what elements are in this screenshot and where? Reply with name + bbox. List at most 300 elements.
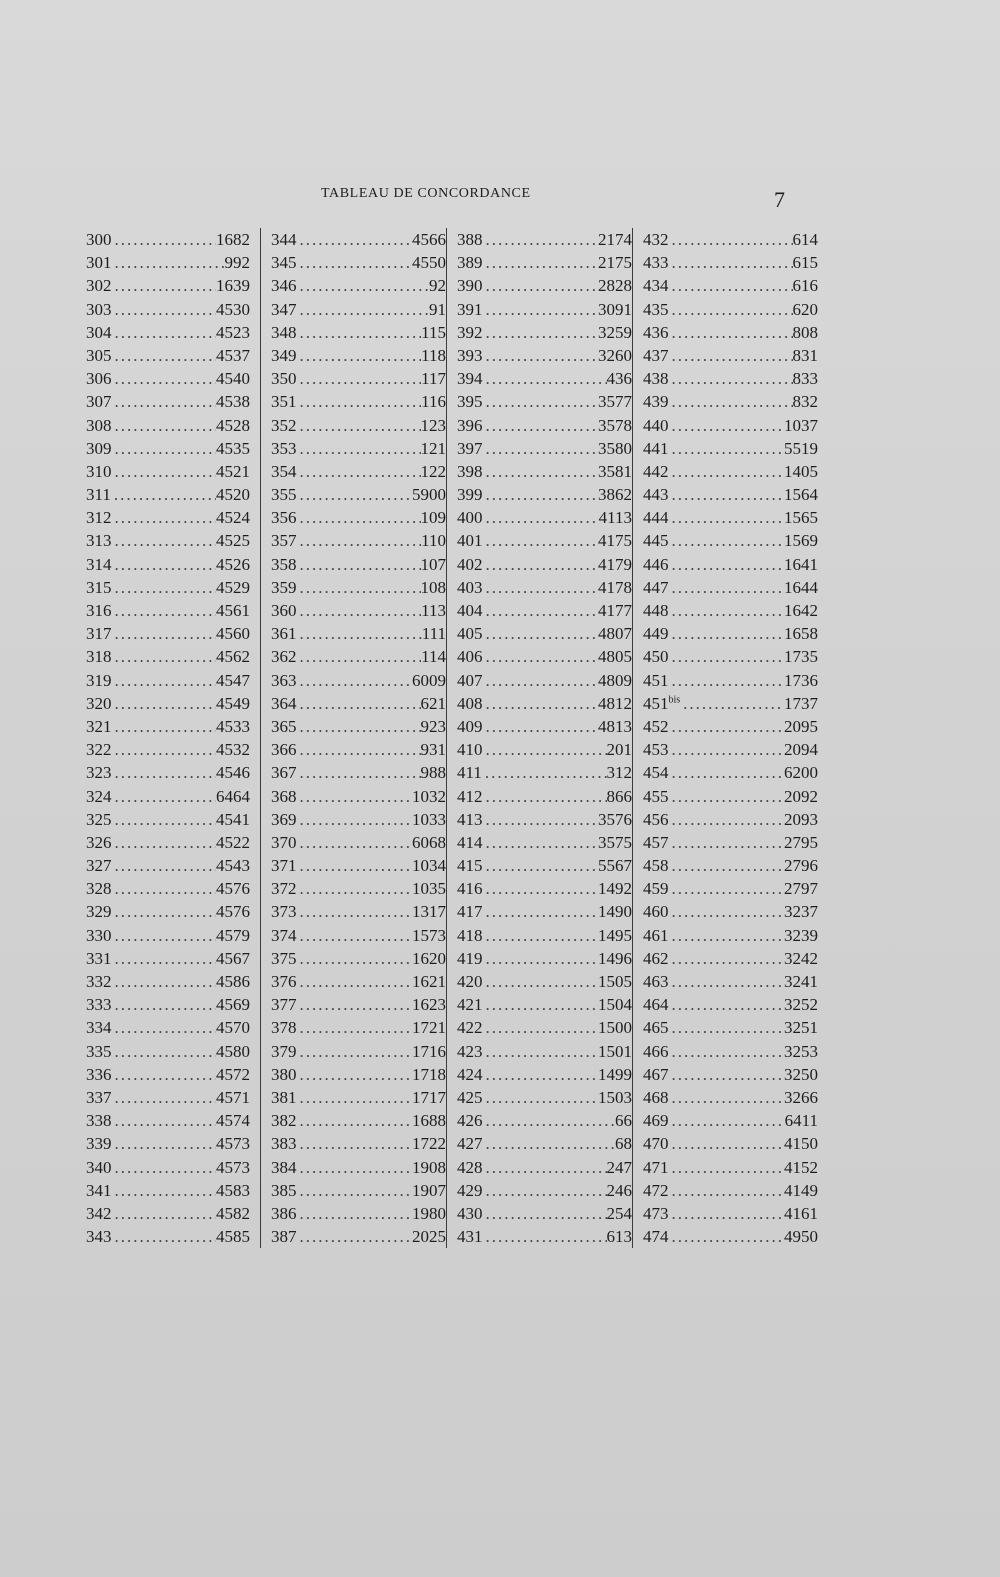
entry-number: 415 [457, 856, 483, 876]
entry-value: 1033 [412, 809, 446, 829]
table-row [643, 553, 818, 576]
dot-leader [112, 1040, 217, 1063]
entry-number: 426 [457, 1111, 483, 1131]
table-row [271, 460, 446, 483]
entry-number: 324 [86, 786, 112, 806]
entry-number: 447 [643, 577, 669, 597]
entry-number: 397 [457, 438, 483, 458]
dot-leader [112, 460, 217, 483]
entry-number: 406 [457, 647, 483, 667]
entry-value: 4178 [598, 577, 632, 597]
entry-number: 437 [643, 345, 669, 365]
dot-leader [483, 808, 599, 831]
table-row [457, 993, 632, 1016]
table-row [643, 251, 818, 274]
entry-number: 407 [457, 670, 483, 690]
entry-value: 4537 [216, 345, 250, 365]
entry-value: 1565 [784, 508, 818, 528]
entry-number: 372 [271, 879, 297, 899]
entry-value: 4567 [216, 948, 250, 968]
entry-number: 464 [643, 995, 669, 1015]
entry-number: 327 [86, 856, 112, 876]
dot-leader [112, 924, 217, 947]
table-row [86, 785, 250, 808]
entry-value: 1490 [598, 902, 632, 922]
dot-leader [483, 506, 599, 529]
entry-number: 438 [643, 369, 669, 389]
dot-leader [483, 970, 599, 993]
dot-leader [297, 924, 413, 947]
dot-leader [483, 298, 599, 321]
entry-number: 379 [271, 1041, 297, 1061]
dot-leader [297, 785, 413, 808]
table-row [86, 1225, 250, 1248]
entry-value: 2828 [598, 276, 632, 296]
table-row [457, 924, 632, 947]
entry-value: 4547 [216, 670, 250, 690]
entry-value: 2175 [598, 253, 632, 273]
table-row [457, 367, 632, 390]
dot-leader [112, 298, 217, 321]
entry-number: 405 [457, 624, 483, 644]
dot-leader [112, 1179, 217, 1202]
entry-value: 6009 [412, 670, 446, 690]
entry-value: 613 [606, 1227, 632, 1247]
dot-leader [483, 877, 599, 900]
entry-value: 3253 [784, 1041, 818, 1061]
dot-leader [669, 1109, 785, 1132]
entry-number: 468 [643, 1087, 669, 1107]
dot-leader [669, 1225, 785, 1248]
entry-value: 1621 [412, 972, 446, 991]
entry-value: 1569 [784, 531, 818, 551]
entry-value: 4585 [216, 1227, 250, 1247]
table-row [271, 947, 446, 970]
table-row [643, 483, 818, 506]
table-row [86, 1040, 250, 1063]
entry-number: 300 [86, 230, 112, 249]
table-row [86, 622, 250, 645]
entry-number: 448 [643, 601, 669, 620]
table-row [643, 367, 818, 390]
entry-number: 459 [643, 879, 669, 899]
dot-leader [297, 274, 430, 297]
entry-value: 4525 [216, 531, 250, 551]
entry-value: 6464 [216, 786, 250, 806]
dot-leader [669, 622, 785, 645]
table-row [457, 298, 632, 321]
entry-number: 383 [271, 1134, 297, 1154]
dot-leader [112, 414, 217, 437]
entry-value: 621 [420, 693, 446, 713]
entry-number: 317 [86, 624, 112, 644]
entry-number: 362 [271, 647, 297, 667]
table-row [457, 738, 632, 761]
entry-number: 399 [457, 485, 483, 505]
dot-leader [297, 251, 413, 274]
dot-leader [669, 761, 785, 784]
table-row [86, 877, 250, 900]
entry-number: 384 [271, 1157, 297, 1177]
entry-number: 368 [271, 786, 297, 806]
table-row [86, 669, 250, 692]
entry-value: 4583 [216, 1180, 250, 1200]
entry-number: 309 [86, 438, 112, 458]
entry-value: 3575 [598, 832, 632, 852]
dot-leader [112, 1202, 217, 1225]
entry-value: 3241 [784, 972, 818, 991]
entry-number: 303 [86, 299, 112, 319]
entry-number: 394 [457, 369, 483, 389]
table-row [457, 1040, 632, 1063]
entry-number: 369 [271, 809, 297, 829]
table-row [643, 854, 818, 877]
entry-value: 111 [421, 624, 446, 644]
dot-leader [112, 506, 217, 529]
entry-number: 319 [86, 670, 112, 690]
entry-value: 4540 [216, 369, 250, 389]
table-row [86, 970, 250, 993]
entry-value: 931 [420, 740, 446, 760]
table-row [271, 483, 446, 506]
entry-number: 337 [86, 1087, 112, 1107]
entry-value: 110 [421, 531, 446, 551]
entry-number: 351 [271, 392, 297, 412]
entry-number: 331 [86, 948, 112, 968]
dot-leader [112, 1086, 217, 1109]
entry-value: 1623 [412, 995, 446, 1015]
dot-leader [297, 715, 421, 738]
table-row [457, 1225, 632, 1248]
entry-value: 615 [792, 253, 818, 273]
dot-leader [112, 599, 217, 622]
entry-number: 361 [271, 624, 297, 644]
dot-leader [297, 529, 422, 552]
entry-number: 404 [457, 601, 483, 620]
entry-number: 329 [86, 902, 112, 922]
entry-value: 4150 [784, 1134, 818, 1154]
table-row [271, 761, 446, 784]
table-row [86, 1202, 250, 1225]
table-row [271, 692, 446, 715]
dot-leader [669, 576, 785, 599]
table-row [271, 645, 446, 668]
dot-leader [112, 529, 217, 552]
dot-leader [112, 1109, 217, 1132]
entry-value: 121 [420, 438, 446, 458]
table-row [271, 808, 446, 831]
table-row [643, 900, 818, 923]
table-row [643, 390, 818, 413]
table-row [643, 761, 818, 784]
entry-value: 1737 [784, 693, 818, 713]
table-row [643, 1202, 818, 1225]
table-row [643, 715, 818, 738]
dot-leader [112, 715, 217, 738]
entry-value: 866 [606, 786, 632, 806]
entry-number: 463 [643, 972, 669, 991]
entry-number: 469 [643, 1111, 669, 1131]
entry-value: 3237 [784, 902, 818, 922]
dot-leader [669, 1063, 785, 1086]
entry-number: 387 [271, 1227, 297, 1247]
table-row [457, 970, 632, 993]
entry-number: 333 [86, 995, 112, 1015]
table-row [86, 1086, 250, 1109]
table-row [457, 599, 632, 622]
dot-leader [483, 947, 599, 970]
table-row [271, 1202, 446, 1225]
table-row [271, 1016, 446, 1039]
dot-leader [297, 553, 421, 576]
table-row [457, 622, 632, 645]
entry-value: 107 [420, 554, 446, 574]
table-row [271, 506, 446, 529]
dot-leader [669, 993, 785, 1016]
dot-leader [112, 785, 217, 808]
entry-number: 365 [271, 716, 297, 736]
entry-number: 450 [643, 647, 669, 667]
dot-leader [669, 831, 785, 854]
entry-number: 396 [457, 415, 483, 435]
entry-value: 3581 [598, 461, 632, 481]
entry-number: 412 [457, 786, 483, 806]
entry-number: 342 [86, 1203, 112, 1223]
entry-number: 318 [86, 647, 112, 667]
entry-value: 923 [420, 716, 446, 736]
entry-number: 349 [271, 345, 297, 365]
table-row [271, 1156, 446, 1179]
entry-value: 4566 [412, 230, 446, 249]
dot-leader [483, 831, 599, 854]
entry-number: 301 [86, 253, 112, 273]
table-row [457, 460, 632, 483]
entry-value: 1642 [784, 601, 818, 620]
table-row [643, 344, 818, 367]
dot-leader [669, 1086, 785, 1109]
dot-leader [112, 1156, 217, 1179]
entry-value: 118 [421, 345, 446, 365]
dot-leader [669, 1132, 785, 1155]
entry-number: 371 [271, 856, 297, 876]
table-row [457, 506, 632, 529]
table-row [457, 761, 632, 784]
entry-number: 460 [643, 902, 669, 922]
dot-leader [112, 321, 217, 344]
entry-value: 4543 [216, 856, 250, 876]
entry-value: 4535 [216, 438, 250, 458]
dot-leader [483, 576, 599, 599]
table-row [86, 576, 250, 599]
entry-number: 311 [86, 485, 111, 505]
table-row [643, 1109, 818, 1132]
entry-number: 441 [643, 438, 669, 458]
entry-value: 4533 [216, 716, 250, 736]
dot-leader [297, 622, 422, 645]
table-row [271, 321, 446, 344]
dot-leader [483, 553, 599, 576]
entry-number: 455 [643, 786, 669, 806]
dot-leader [669, 414, 785, 437]
entry-number: 420 [457, 972, 483, 991]
dot-leader [483, 692, 599, 715]
entry-number: 403 [457, 577, 483, 597]
entry-number: 424 [457, 1064, 483, 1084]
entry-number: 470 [643, 1134, 669, 1154]
entry-number: 434 [643, 276, 669, 296]
entry-value: 122 [420, 461, 446, 481]
entry-value: 4152 [784, 1157, 818, 1177]
table-row [86, 645, 250, 668]
entry-value: 4561 [216, 601, 250, 620]
entry-number: 364 [271, 693, 297, 713]
dot-leader [112, 947, 217, 970]
entry-value: 1980 [412, 1203, 446, 1223]
table-column [446, 228, 632, 1248]
dot-leader [297, 831, 413, 854]
dot-leader [483, 622, 599, 645]
concordance-table [86, 228, 818, 1248]
table-row [643, 414, 818, 437]
dot-leader [297, 947, 413, 970]
table-row [457, 390, 632, 413]
entry-number: 350 [271, 369, 297, 389]
entry-value: 1718 [412, 1064, 446, 1084]
table-row [643, 1156, 818, 1179]
entry-value: 201 [606, 740, 632, 760]
dot-leader [297, 1109, 413, 1132]
entry-number: 430 [457, 1203, 483, 1223]
table-row [86, 437, 250, 460]
dot-leader [669, 738, 785, 761]
table-row [271, 414, 446, 437]
entry-value: 4530 [216, 299, 250, 319]
entry-value: 4549 [216, 693, 250, 713]
entry-number: 306 [86, 369, 112, 389]
table-row [457, 1179, 632, 1202]
entry-value: 246 [606, 1180, 632, 1200]
entry-number: 355 [271, 485, 297, 505]
entry-value: 4573 [216, 1134, 250, 1154]
entry-value: 4541 [216, 809, 250, 829]
table-row [271, 993, 446, 1016]
dot-leader [112, 993, 217, 1016]
dot-leader [669, 529, 785, 552]
entry-value: 4177 [598, 601, 632, 620]
dot-leader [669, 970, 785, 993]
dot-leader [669, 715, 785, 738]
entry-value: 2093 [784, 809, 818, 829]
entry-value: 4570 [216, 1018, 250, 1038]
entry-number: 336 [86, 1064, 112, 1084]
entry-number: 367 [271, 763, 297, 783]
entry-value: 616 [792, 276, 818, 296]
entry-value: 1496 [598, 948, 632, 968]
dot-leader [297, 344, 422, 367]
table-row [271, 738, 446, 761]
entry-value: 614 [792, 230, 818, 249]
entry-number: 340 [86, 1157, 112, 1177]
entry-value: 4528 [216, 415, 250, 435]
dot-leader [669, 900, 785, 923]
entry-value: 1639 [216, 276, 250, 296]
entry-number: 449 [643, 624, 669, 644]
entry-number: 386 [271, 1203, 297, 1223]
entry-number: 353 [271, 438, 297, 458]
entry-value: 4562 [216, 647, 250, 667]
table-row [643, 1040, 818, 1063]
entry-value: 992 [224, 253, 250, 273]
entry-value: 91 [429, 299, 446, 319]
table-row [643, 1225, 818, 1248]
entry-number: 389 [457, 253, 483, 273]
dot-leader [112, 1016, 217, 1039]
entry-number: 375 [271, 948, 297, 968]
entry-number: 376 [271, 972, 297, 991]
entry-value: 4950 [784, 1227, 818, 1247]
table-row [457, 785, 632, 808]
table-row [86, 1179, 250, 1202]
entry-value: 5519 [784, 438, 818, 458]
dot-leader [483, 1132, 616, 1155]
dot-leader [483, 1225, 607, 1248]
entry-value: 92 [429, 276, 446, 296]
table-row [643, 947, 818, 970]
page-number: 7 [774, 187, 785, 212]
dot-leader [483, 1179, 607, 1202]
dot-leader [483, 738, 607, 761]
entry-value: 4809 [598, 670, 632, 690]
table-row [86, 761, 250, 784]
dot-leader [483, 460, 599, 483]
table-row [271, 529, 446, 552]
entry-number: 452 [643, 716, 669, 736]
dot-leader [297, 1156, 413, 1179]
table-row [86, 460, 250, 483]
dot-leader [669, 321, 793, 344]
entry-number: 445 [643, 531, 669, 551]
table-row [86, 506, 250, 529]
entry-value: 254 [606, 1203, 632, 1223]
dot-leader [483, 924, 599, 947]
table-row [271, 854, 446, 877]
dot-leader [669, 1156, 785, 1179]
table-row [86, 993, 250, 1016]
entry-number: 305 [86, 345, 112, 365]
table-row [86, 274, 250, 297]
table-row [457, 854, 632, 877]
entry-number: 393 [457, 345, 483, 365]
entry-number: 341 [86, 1180, 112, 1200]
dot-leader [297, 228, 413, 251]
entry-value: 2095 [784, 716, 818, 736]
table-row [271, 274, 446, 297]
entry-value: 4520 [216, 485, 250, 505]
entry-value: 988 [420, 763, 446, 783]
table-row [457, 274, 632, 297]
table-row [457, 321, 632, 344]
table-row [271, 924, 446, 947]
table-row [86, 831, 250, 854]
table-row [271, 1063, 446, 1086]
table-row [271, 1086, 446, 1109]
entry-number: 392 [457, 322, 483, 342]
entry-number: 315 [86, 577, 112, 597]
table-row [86, 251, 250, 274]
table-row [271, 785, 446, 808]
dot-leader [669, 785, 785, 808]
table-row [457, 437, 632, 460]
